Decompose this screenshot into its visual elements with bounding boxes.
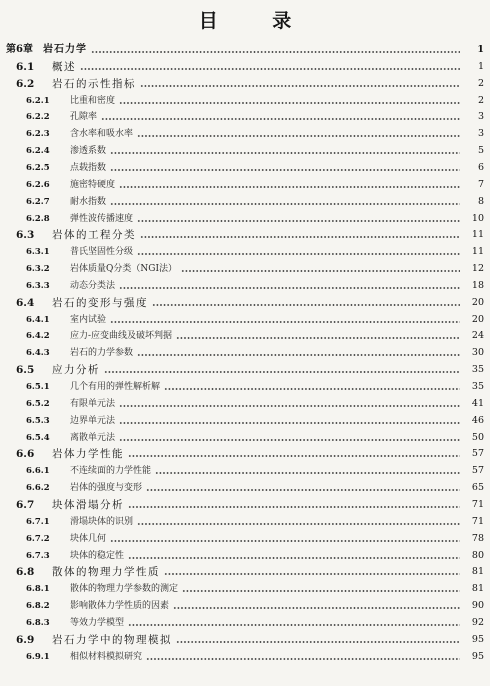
toc-entry-title: 岩石的变形与强度 xyxy=(52,296,148,309)
toc-entry-number: 6.8.1 xyxy=(26,584,50,595)
toc-entry-6-8[interactable] xyxy=(0,564,490,580)
toc-entry-title: 比重和密度 xyxy=(70,95,116,106)
toc-entry-title: 点载指数 xyxy=(70,162,107,173)
toc-entry-6-2-8[interactable] xyxy=(0,211,490,227)
toc-entry-title: 等效力学模型 xyxy=(70,617,125,628)
toc-entry-title: 动态分类法 xyxy=(70,280,116,291)
dot-leader xyxy=(137,354,460,356)
toc-entry-number: 6.3.1 xyxy=(26,247,50,258)
toc-entry-number: 6.2 xyxy=(16,77,35,90)
toc-entry-page: 46 xyxy=(471,414,484,426)
toc-entry-number: 6.7.1 xyxy=(26,516,50,527)
toc-entry-title: 影响散体力学性质的因素 xyxy=(70,601,170,612)
dot-leader xyxy=(182,590,460,592)
toc-entry-6-8-3[interactable] xyxy=(0,615,490,631)
toc-entry-number: 6.6.1 xyxy=(26,466,50,477)
dot-leader xyxy=(119,287,460,289)
toc-entry-title: 离散单元法 xyxy=(70,432,116,443)
toc-entry-number: 6.1 xyxy=(16,60,35,73)
toc-entry-number: 6.5 xyxy=(16,364,35,377)
dot-leader xyxy=(155,472,460,474)
toc-entry-page: 78 xyxy=(471,532,484,544)
dot-leader xyxy=(176,337,460,339)
toc-entry-page: 3 xyxy=(477,128,484,140)
toc-entry-number: 6.2.8 xyxy=(26,213,50,224)
toc-entry-number: 6.2.7 xyxy=(26,196,50,207)
toc-entry-page: 71 xyxy=(471,515,484,527)
dot-leader xyxy=(110,203,460,205)
toc-entry-title: 施密特硬度 xyxy=(70,179,116,190)
toc-entry-number: 6.2.5 xyxy=(26,162,50,173)
dot-leader xyxy=(110,321,460,323)
toc-entry-page: 80 xyxy=(471,549,484,561)
toc-entry-title: 滑塌块体的识别 xyxy=(70,516,134,527)
toc-entry-6-2-6[interactable] xyxy=(0,177,490,193)
dot-leader xyxy=(80,68,460,70)
dot-leader xyxy=(140,236,460,238)
toc-entry-page: 24 xyxy=(471,330,484,342)
toc-entry-title: 边界单元法 xyxy=(70,415,116,426)
toc-entry-6-6-1[interactable] xyxy=(0,463,490,479)
toc-entry-page: 18 xyxy=(471,279,484,291)
toc-entry-title: 渗透系数 xyxy=(70,146,107,157)
toc-entry-page: 50 xyxy=(471,431,484,443)
toc-entry-page: 5 xyxy=(477,145,484,157)
toc-entry-6-2-3[interactable] xyxy=(0,126,490,142)
toc-entry-page: 57 xyxy=(471,448,484,460)
toc-entry-6-2-5[interactable] xyxy=(0,160,490,176)
dot-leader xyxy=(164,573,460,575)
toc-entry-6[interactable] xyxy=(0,42,490,58)
toc-entry-page: 8 xyxy=(477,195,484,207)
toc-entry-6-7[interactable] xyxy=(0,497,490,513)
toc-entry-title: 岩石的力学参数 xyxy=(70,348,134,359)
toc-entry-6-5-4[interactable] xyxy=(0,430,490,446)
toc-entry-title: 散体的物理力学参数的测定 xyxy=(70,584,179,595)
dot-leader xyxy=(128,506,460,508)
dot-leader xyxy=(181,270,460,272)
toc-entry-number: 6.5.4 xyxy=(26,432,50,443)
toc-entry-6-6-2[interactable] xyxy=(0,480,490,496)
toc-entry-page: 10 xyxy=(471,212,484,224)
toc-entry-number: 6.3 xyxy=(16,229,35,242)
toc-entry-number: 6.9 xyxy=(16,633,35,646)
dot-leader xyxy=(119,102,460,104)
dot-leader xyxy=(176,641,460,643)
toc-entry-number: 6.4.2 xyxy=(26,331,50,342)
toc-entry-6-1[interactable] xyxy=(0,59,490,75)
toc-entry-6-6[interactable] xyxy=(0,446,490,462)
toc-entry-page: 2 xyxy=(477,94,484,106)
toc-entry-6-5-2[interactable] xyxy=(0,396,490,412)
dot-leader xyxy=(119,422,460,424)
toc-entry-number: 6.4 xyxy=(16,296,35,309)
toc-entry-number: 6.7 xyxy=(16,498,35,511)
toc-entry-number: 6.8.2 xyxy=(26,601,50,612)
toc-entry-6-2-4[interactable] xyxy=(0,143,490,159)
toc-entry-title: 岩体质量Q分类（NGI法） xyxy=(70,264,177,275)
toc-entry-6-5-3[interactable] xyxy=(0,413,490,429)
toc-entry-6-3-3[interactable] xyxy=(0,278,490,294)
toc-entry-title: 有限单元法 xyxy=(70,398,116,409)
dot-leader xyxy=(140,85,460,87)
toc-entry-title: 耐水指数 xyxy=(70,196,107,207)
toc-entry-6-4-1[interactable] xyxy=(0,312,490,328)
toc-entry-title: 岩石力学中的物理模拟 xyxy=(52,633,172,646)
toc-entry-page: 6 xyxy=(477,161,484,173)
toc-entry-number: 6.8.3 xyxy=(26,617,50,628)
toc-entry-6-3[interactable] xyxy=(0,227,490,243)
toc-entry-title: 相似材料模拟研究 xyxy=(70,651,143,662)
toc-entry-number: 6.3.2 xyxy=(26,264,50,275)
toc-entry-title: 应力分析 xyxy=(52,364,100,377)
toc-entry-6-4-2[interactable] xyxy=(0,328,490,344)
toc-entry-6-2-7[interactable] xyxy=(0,194,490,210)
toc-entry-page: 57 xyxy=(471,465,484,477)
toc-entry-title: 几个有用的弹性解析解 xyxy=(70,382,161,392)
toc-entry-number: 6.6 xyxy=(16,448,35,461)
dot-leader xyxy=(101,118,460,120)
toc-entry-page: 90 xyxy=(471,600,484,612)
toc-entry-page: 35 xyxy=(471,364,484,376)
toc-entry-6-7-2[interactable] xyxy=(0,531,490,547)
toc-entry-title: 岩石力学 xyxy=(42,44,87,55)
dot-leader xyxy=(146,489,460,491)
dot-leader xyxy=(119,405,460,407)
toc-entry-number: 6.7.3 xyxy=(26,550,50,561)
toc-entry-page: 30 xyxy=(471,347,484,359)
toc-entry-number: 6.5.1 xyxy=(26,382,50,392)
toc-entry-number: 6.5.3 xyxy=(26,415,50,426)
toc-entry-number: 6.6.2 xyxy=(26,483,50,494)
toc-entry-page: 20 xyxy=(471,313,484,325)
toc-entry-6-9[interactable] xyxy=(0,632,490,648)
dot-leader xyxy=(173,607,460,609)
toc-entry-6-2-2[interactable] xyxy=(0,109,490,125)
toc-entry-page: 95 xyxy=(471,633,484,645)
dot-leader xyxy=(128,624,460,626)
toc-entry-page: 7 xyxy=(477,178,484,190)
toc-entry-6-4-3[interactable] xyxy=(0,345,490,361)
toc-entry-number: 6.4.1 xyxy=(26,314,50,325)
toc-entry-6-3-1[interactable] xyxy=(0,244,490,260)
dot-leader xyxy=(152,304,460,306)
toc-entry-title: 不连续面的力学性能 xyxy=(70,466,152,477)
toc-entry-title: 岩体的工程分类 xyxy=(52,229,136,242)
toc-entry-6-4[interactable] xyxy=(0,295,490,311)
toc-entry-page: 65 xyxy=(471,482,484,494)
page-title: 目 录 xyxy=(198,10,316,32)
toc-entry-page: 11 xyxy=(471,229,484,241)
toc-entry-6-8-1[interactable] xyxy=(0,581,490,597)
dot-leader xyxy=(104,371,460,373)
dot-leader xyxy=(137,220,460,222)
toc-entry-page: 92 xyxy=(471,616,484,628)
toc-entry-page: 41 xyxy=(471,397,484,409)
toc-entry-title: 普氏坚固性分级 xyxy=(70,247,134,258)
toc-entry-page: 3 xyxy=(477,111,484,123)
toc-entry-6-3-2[interactable] xyxy=(0,261,490,277)
toc-entry-6-7-1[interactable] xyxy=(0,514,490,530)
toc-entry-title: 弹性波传播速度 xyxy=(70,213,134,224)
dot-leader xyxy=(128,455,460,457)
toc-entry-page: 1 xyxy=(477,44,484,55)
toc-entry-title: 概述 xyxy=(52,60,76,73)
toc-entry-page: 1 xyxy=(477,60,484,72)
toc-entry-page: 11 xyxy=(471,246,484,258)
toc-entry-page: 81 xyxy=(471,566,484,578)
toc-entry-number: 6.2.2 xyxy=(26,112,50,123)
toc-entry-number: 6.2.6 xyxy=(26,179,50,190)
toc-entry-title: 块体几何 xyxy=(70,533,107,544)
dot-leader xyxy=(128,557,460,559)
toc-entry-number: 6.2.1 xyxy=(26,95,50,106)
dot-leader xyxy=(137,253,460,255)
toc-entry-number: 6.4.3 xyxy=(26,348,50,359)
dot-leader xyxy=(119,186,460,188)
toc-entry-6-2[interactable] xyxy=(0,76,490,92)
dot-leader xyxy=(146,658,460,660)
toc-entry-title: 应力-应变曲线及破坏判据 xyxy=(70,331,173,342)
toc-entry-title: 散体的物理力学性质 xyxy=(52,566,160,579)
toc-entry-page: 12 xyxy=(471,263,484,275)
toc-entry-6-7-3[interactable] xyxy=(0,548,490,564)
dot-leader xyxy=(110,169,460,171)
toc-entry-title: 块体的稳定性 xyxy=(70,550,125,561)
toc-entry-6-2-1[interactable] xyxy=(0,93,490,109)
toc-entry-number: 6.8 xyxy=(16,566,35,579)
dot-leader xyxy=(91,51,460,53)
toc-entry-page: 20 xyxy=(471,296,484,308)
toc-entry-page: 81 xyxy=(471,583,484,595)
dot-leader xyxy=(110,540,460,542)
toc-entry-number: 6.5.2 xyxy=(26,398,50,409)
toc-entry-title: 孔隙率 xyxy=(70,112,98,123)
toc-entry-number: 6.7.2 xyxy=(26,533,50,544)
toc-entry-number: 6.2.4 xyxy=(26,146,50,157)
toc-entry-page: 71 xyxy=(471,498,484,510)
toc-entry-page: 2 xyxy=(477,77,484,89)
toc-entry-number: 6.2.3 xyxy=(26,129,50,140)
dot-leader xyxy=(119,439,460,441)
dot-leader xyxy=(110,152,460,154)
dot-leader xyxy=(164,388,460,390)
toc-entry-6-5-1[interactable] xyxy=(0,379,490,395)
toc-entry-6-9-1[interactable] xyxy=(0,649,490,665)
dot-leader xyxy=(137,135,460,137)
toc-entry-number: 6.9.1 xyxy=(26,651,50,662)
toc-entry-number: 6.3.3 xyxy=(26,280,50,291)
toc-entry-title: 岩体的强度与变形 xyxy=(70,483,143,494)
toc-entry-6-5[interactable] xyxy=(0,362,490,378)
dot-leader xyxy=(137,523,460,525)
toc-entry-title: 室内试验 xyxy=(70,314,107,325)
toc-entry-6-8-2[interactable] xyxy=(0,598,490,614)
toc-entry-title: 块体滑塌分析 xyxy=(52,498,124,511)
toc-entry-title: 岩体力学性能 xyxy=(52,448,124,461)
toc-entry-title: 含水率和吸水率 xyxy=(70,129,134,140)
toc-entry-page: 35 xyxy=(471,381,484,392)
toc-entry-title: 岩石的示性指标 xyxy=(52,77,136,90)
toc-entry-page: 95 xyxy=(471,650,484,662)
toc-entry-number: 第6章 xyxy=(6,44,33,55)
